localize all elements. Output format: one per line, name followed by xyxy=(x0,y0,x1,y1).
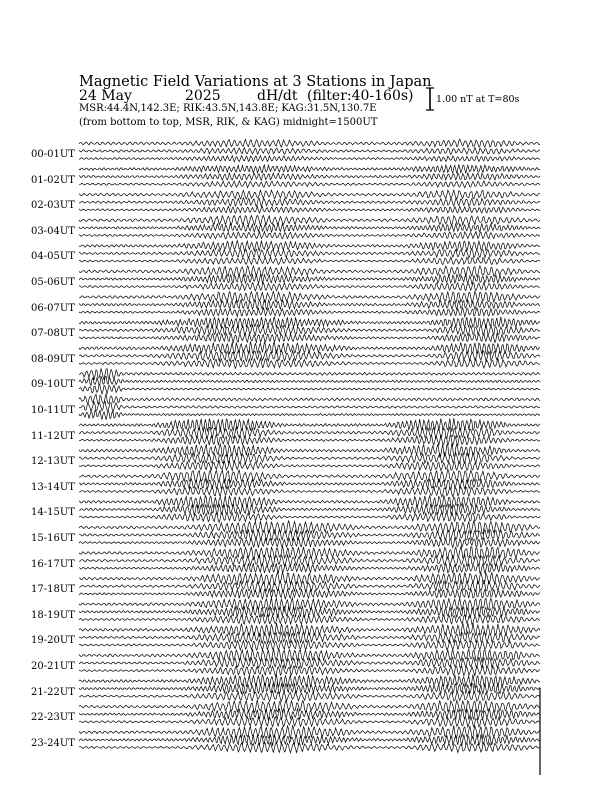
trace-msr-11-12UT xyxy=(79,435,540,446)
trace-msr-08-09UT xyxy=(79,358,540,368)
trace-kag-01-02UT xyxy=(79,165,540,174)
hour-label: 22-23UT xyxy=(31,712,75,724)
hour-label: 17-18UT xyxy=(31,584,75,596)
trace-msr-06-07UT xyxy=(79,308,540,317)
trace-msr-09-10UT xyxy=(79,385,540,394)
trace-rik-11-12UT xyxy=(79,427,540,439)
trace-msr-16-17UT xyxy=(79,563,540,573)
trace-kag-14-15UT xyxy=(79,495,540,508)
trace-msr-13-14UT xyxy=(79,486,540,497)
trace-msr-23-24UT xyxy=(79,742,540,753)
trace-rik-15-16UT xyxy=(79,529,540,541)
trace-kag-00-01UT xyxy=(79,139,540,147)
trace-rik-13-14UT xyxy=(79,479,540,490)
hour-label: 02-03UT xyxy=(31,200,75,212)
trace-kag-02-03UT xyxy=(79,190,540,199)
chart-filter: (filter:40-160s) xyxy=(307,88,414,104)
chart-title: Magnetic Field Variations at 3 Stations in Japan xyxy=(79,74,432,90)
trace-kag-22-23UT xyxy=(79,700,540,713)
trace-msr-17-18UT xyxy=(79,588,540,599)
trace-kag-18-19UT xyxy=(79,598,540,611)
hour-label: 01-02UT xyxy=(31,174,75,186)
hour-label: 18-19UT xyxy=(31,609,75,621)
trace-rik-23-24UT xyxy=(79,734,540,747)
trace-rik-21-22UT xyxy=(79,682,540,694)
trace-kag-06-07UT xyxy=(79,291,540,303)
hour-label: 05-06UT xyxy=(31,277,75,288)
trace-msr-03-04UT xyxy=(79,232,540,239)
hour-label: 20-21UT xyxy=(31,661,75,672)
hour-label: 10-11UT xyxy=(31,405,75,416)
trace-msr-02-03UT xyxy=(79,206,540,213)
trace-rik-07-08UT xyxy=(79,325,540,336)
trace-kag-03-04UT xyxy=(79,215,540,225)
trace-kag-15-16UT xyxy=(79,521,540,535)
hour-label: 04-05UT xyxy=(31,251,75,263)
trace-kag-09-10UT xyxy=(79,368,540,380)
trace-rik-16-17UT xyxy=(79,554,540,566)
trace-rik-04-05UT xyxy=(79,249,540,258)
hour-label: 12-13UT xyxy=(31,456,75,468)
trace-kag-17-18UT xyxy=(79,572,540,585)
trace-kag-21-22UT xyxy=(79,674,540,687)
trace-msr-01-02UT xyxy=(79,181,540,188)
trace-kag-20-21UT xyxy=(79,649,540,663)
trace-rik-09-10UT xyxy=(79,376,540,386)
hour-label: 08-09UT xyxy=(31,353,75,365)
hour-label: 11-12UT xyxy=(31,430,75,442)
hour-label: 07-08UT xyxy=(31,328,75,340)
trace-rik-18-19UT xyxy=(79,606,540,618)
trace-rik-03-04UT xyxy=(79,224,540,233)
station-coordinates: MSR:44.4N,142.3E; RIK:43.5N,143.8E; KAG:31.5N,130.7E xyxy=(79,103,377,114)
trace-msr-05-06UT xyxy=(79,282,540,290)
hour-label: 21-22UT xyxy=(31,686,75,698)
trace-rik-12-13UT xyxy=(79,453,540,464)
trace-kag-12-13UT xyxy=(79,443,540,457)
trace-kag-04-05UT xyxy=(79,241,540,252)
hour-label: 03-04UT xyxy=(31,225,75,237)
trace-kag-19-20UT xyxy=(79,623,540,637)
trace-rik-17-18UT xyxy=(79,580,540,592)
trace-rik-02-03UT xyxy=(79,198,540,207)
trace-msr-10-11UT xyxy=(79,410,540,420)
trace-rik-01-02UT xyxy=(79,173,540,181)
hour-label: 16-17UT xyxy=(31,558,75,570)
hour-label: 14-15UT xyxy=(31,507,75,519)
trace-kag-05-06UT xyxy=(79,266,540,277)
hour-label: 15-16UT xyxy=(31,533,75,544)
hour-label: 23-24UT xyxy=(31,737,75,749)
trace-rik-00-01UT xyxy=(79,147,540,154)
trace-msr-22-23UT xyxy=(79,717,540,728)
trace-rik-10-11UT xyxy=(79,401,540,412)
trace-msr-15-16UT xyxy=(79,538,540,548)
trace-kag-10-11UT xyxy=(79,394,540,404)
hour-label: 00-01UT xyxy=(31,149,75,160)
trace-kag-08-09UT xyxy=(79,342,540,355)
trace-rik-05-06UT xyxy=(79,274,540,284)
trace-msr-14-15UT xyxy=(79,512,540,523)
scale-bar-label: 1.00 nT at T=80s xyxy=(436,94,520,105)
trace-msr-07-08UT xyxy=(79,333,540,342)
chart-year: 2025 xyxy=(185,88,221,104)
hour-label: 13-14UT xyxy=(31,481,75,493)
chart-date: 24 May xyxy=(79,88,132,104)
hour-label: 19-20UT xyxy=(31,635,75,647)
hour-label: 06-07UT xyxy=(31,302,75,314)
station-order-note: (from bottom to top, MSR, RIK, & KAG) midnight=1500UT xyxy=(79,117,378,128)
hour-label: 09-10UT xyxy=(31,379,75,391)
chart-quantity: dH/dt xyxy=(257,88,298,104)
trace-rik-06-07UT xyxy=(79,300,540,310)
trace-msr-00-01UT xyxy=(79,156,540,162)
trace-msr-04-05UT xyxy=(79,257,540,265)
